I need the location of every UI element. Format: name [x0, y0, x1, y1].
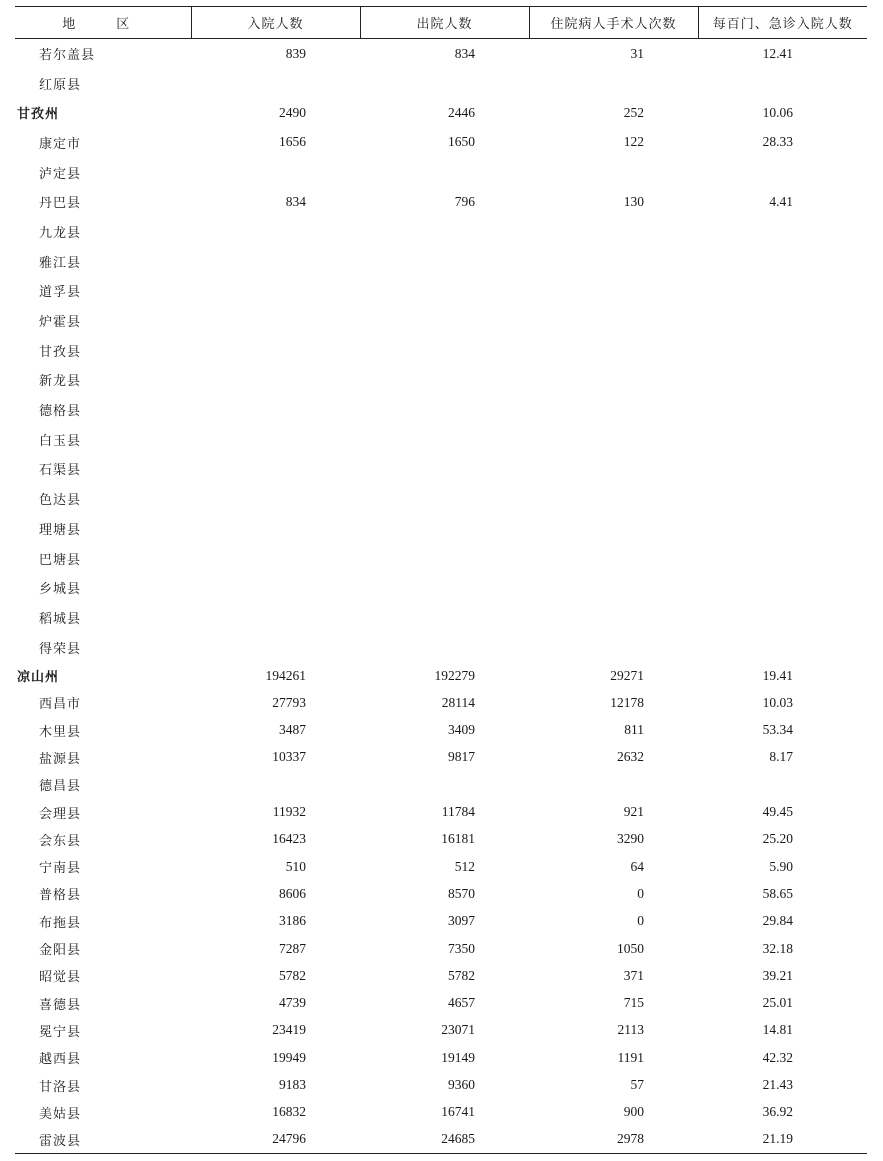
discharges-value	[360, 276, 529, 306]
admissions-per-hundred-value	[698, 395, 867, 425]
county-name: 九龙县	[39, 225, 82, 241]
surgeries-value	[529, 771, 698, 798]
county-name: 德昌县	[39, 779, 82, 795]
table-row	[15, 798, 867, 825]
table-row	[15, 990, 867, 1017]
table-row	[15, 543, 867, 573]
admissions-value	[191, 157, 360, 187]
discharges-value: 16181	[441, 831, 475, 847]
admissions-per-hundred-value: 8.17	[769, 749, 793, 765]
discharges-value	[360, 68, 529, 98]
discharges-value: 192279	[434, 667, 475, 683]
surgeries-value: 31	[630, 45, 644, 61]
surgeries-value: 29271	[610, 667, 644, 683]
discharges-value	[360, 365, 529, 395]
table-row	[15, 1071, 867, 1098]
discharges-value: 5782	[448, 967, 475, 983]
surgeries-value: 900	[623, 1104, 644, 1120]
admissions-value	[191, 365, 360, 395]
admissions-value: 4739	[279, 995, 306, 1011]
county-name: 甘孜县	[39, 344, 82, 360]
discharges-value: 1650	[448, 134, 475, 150]
admissions-per-hundred-value: 10.03	[762, 694, 793, 710]
table-row	[15, 573, 867, 603]
county-name: 雷波县	[15, 1126, 191, 1153]
admissions-value	[191, 573, 360, 603]
discharges-value: 16741	[441, 1104, 475, 1120]
discharges-value: 2446	[448, 104, 475, 120]
surgeries-value: 130	[623, 193, 644, 209]
surgeries-value: 64	[630, 858, 644, 874]
discharges-value	[360, 217, 529, 247]
surgeries-value	[529, 484, 698, 514]
surgeries-value	[529, 454, 698, 484]
discharges-value	[360, 246, 529, 276]
county-name: 西昌市	[39, 697, 82, 713]
admissions-per-hundred-value	[698, 771, 867, 798]
discharges-value	[360, 424, 529, 454]
county-name: 木里县	[39, 724, 82, 740]
admissions-value	[191, 424, 360, 454]
table-row	[15, 68, 867, 98]
admissions-value	[191, 217, 360, 247]
table-row	[15, 39, 867, 69]
discharges-value	[360, 603, 529, 633]
admissions-per-hundred-value: 49.45	[762, 804, 793, 820]
prefecture-name: 凉山州	[17, 670, 60, 686]
county-name: 巴塘县	[39, 552, 82, 568]
admissions-value	[191, 514, 360, 544]
county-name: 丹巴县	[39, 196, 82, 212]
admissions-value: 11932	[272, 804, 306, 820]
county-name: 泸定县	[39, 166, 82, 182]
table-row	[15, 880, 867, 907]
discharges-value	[360, 543, 529, 573]
county-name: 盐源县	[39, 751, 82, 767]
admissions-value: 19949	[272, 1049, 306, 1065]
discharges-value	[360, 632, 529, 662]
table-row	[15, 514, 867, 544]
discharges-value: 19149	[441, 1049, 475, 1065]
admissions-per-hundred-value: 19.41	[762, 667, 793, 683]
surgeries-value	[529, 573, 698, 603]
admissions-per-hundred-value	[698, 454, 867, 484]
surgeries-value	[529, 335, 698, 365]
surgeries-value	[529, 543, 698, 573]
admissions-value: 16832	[272, 1104, 306, 1120]
table-row	[15, 98, 867, 128]
discharges-value	[360, 157, 529, 187]
admissions-value	[191, 246, 360, 276]
discharges-value: 24685	[360, 1126, 529, 1153]
surgeries-value: 2113	[617, 1022, 644, 1038]
admissions-value	[191, 543, 360, 573]
county-name: 道孚县	[39, 285, 82, 301]
admissions-value	[191, 395, 360, 425]
county-name: 德格县	[39, 404, 82, 420]
discharges-value: 3097	[448, 913, 475, 929]
county-name: 炉霍县	[39, 315, 82, 331]
admissions-value: 3487	[279, 722, 306, 738]
county-name: 石渠县	[39, 463, 82, 479]
admissions-per-hundred-value	[698, 603, 867, 633]
admissions-per-hundred-value: 21.19	[698, 1126, 867, 1153]
discharges-value: 23071	[441, 1022, 475, 1038]
county-name: 新龙县	[39, 374, 82, 390]
admissions-value: 1656	[279, 134, 306, 150]
county-name: 会理县	[39, 806, 82, 822]
table-row	[15, 187, 867, 217]
county-name: 雅江县	[39, 255, 82, 271]
table-row	[15, 603, 867, 633]
header-surgeries: 住院病人手术人次数	[529, 7, 698, 39]
county-name: 康定市	[39, 136, 82, 152]
table-body	[15, 39, 867, 1154]
admissions-per-hundred-value	[698, 306, 867, 336]
admissions-per-hundred-value	[698, 424, 867, 454]
discharges-value	[360, 454, 529, 484]
admissions-per-hundred-value: 25.01	[762, 995, 793, 1011]
admissions-value	[191, 484, 360, 514]
table-row	[15, 276, 867, 306]
discharges-value: 11784	[441, 804, 475, 820]
discharges-value	[360, 771, 529, 798]
surgeries-value	[529, 514, 698, 544]
admissions-per-hundred-value: 36.92	[762, 1104, 793, 1120]
county-name: 喜德县	[39, 997, 82, 1013]
admissions-per-hundred-value	[698, 543, 867, 573]
admissions-value	[191, 632, 360, 662]
surgeries-value	[529, 246, 698, 276]
surgeries-value: 2632	[617, 749, 644, 765]
admissions-per-hundred-value: 42.32	[762, 1049, 793, 1065]
admissions-per-hundred-value: 14.81	[762, 1022, 793, 1038]
admissions-value	[191, 306, 360, 336]
table-header-row	[15, 7, 867, 39]
admissions-value	[191, 771, 360, 798]
admissions-value: 27793	[272, 694, 306, 710]
admissions-value: 10337	[272, 749, 306, 765]
surgeries-value: 1050	[617, 940, 644, 956]
table-row	[15, 908, 867, 935]
header-admissions-per-hundred: 每百门、急诊入院人数	[698, 7, 867, 39]
admissions-value: 194261	[265, 667, 306, 683]
county-name: 色达县	[39, 493, 82, 509]
table-row	[15, 935, 867, 962]
table-row	[15, 424, 867, 454]
county-name: 普格县	[39, 888, 82, 904]
surgeries-value	[529, 306, 698, 336]
county-name: 美姑县	[39, 1106, 82, 1122]
admissions-value: 16423	[272, 831, 306, 847]
discharges-value: 3409	[448, 722, 475, 738]
table-row	[15, 1099, 867, 1126]
surgeries-value: 2978	[529, 1126, 698, 1153]
admissions-per-hundred-value: 29.84	[762, 913, 793, 929]
admissions-value	[191, 335, 360, 365]
table-row	[15, 365, 867, 395]
admissions-per-hundred-value	[698, 484, 867, 514]
admissions-per-hundred-value	[698, 217, 867, 247]
county-name: 金阳县	[39, 943, 82, 959]
surgeries-value: 57	[630, 1077, 644, 1093]
admissions-per-hundred-value	[698, 514, 867, 544]
discharges-value: 796	[454, 193, 475, 209]
table-row	[15, 962, 867, 989]
admissions-per-hundred-value	[698, 276, 867, 306]
admissions-per-hundred-value	[698, 157, 867, 187]
table-row	[15, 335, 867, 365]
county-name: 稻城县	[39, 611, 82, 627]
header-discharges: 出院人数	[360, 7, 529, 39]
table-row	[15, 632, 867, 662]
table-row	[15, 662, 867, 689]
discharges-value: 9360	[448, 1077, 475, 1093]
table-row	[15, 853, 867, 880]
county-name: 甘洛县	[39, 1079, 82, 1095]
admissions-per-hundred-value	[698, 335, 867, 365]
admissions-per-hundred-value	[698, 68, 867, 98]
discharges-value: 834	[454, 45, 475, 61]
surgeries-value	[529, 276, 698, 306]
admissions-per-hundred-value: 25.20	[762, 831, 793, 847]
surgeries-value: 921	[623, 804, 644, 820]
county-name: 红原县	[39, 77, 82, 93]
admissions-per-hundred-value: 32.18	[762, 940, 793, 956]
discharges-value	[360, 306, 529, 336]
discharges-value: 4657	[448, 995, 475, 1011]
admissions-per-hundred-value: 12.41	[762, 45, 793, 61]
discharges-value	[360, 395, 529, 425]
surgeries-value: 1191	[617, 1049, 644, 1065]
table-row	[15, 246, 867, 276]
discharges-value: 9817	[448, 749, 475, 765]
surgeries-value: 122	[623, 134, 644, 150]
discharges-value	[360, 484, 529, 514]
surgeries-value: 0	[637, 913, 644, 929]
surgeries-value: 0	[637, 885, 644, 901]
admissions-value: 839	[285, 45, 306, 61]
table-row	[15, 1017, 867, 1044]
admissions-value	[191, 603, 360, 633]
admissions-value	[191, 276, 360, 306]
admissions-per-hundred-value: 21.43	[762, 1077, 793, 1093]
admissions-per-hundred-value: 28.33	[762, 134, 793, 150]
table-row	[15, 128, 867, 158]
county-name: 乡城县	[39, 582, 82, 598]
admissions-per-hundred-value	[698, 246, 867, 276]
county-name: 理塘县	[39, 522, 82, 538]
admissions-value: 8606	[279, 885, 306, 901]
surgeries-value	[529, 395, 698, 425]
discharges-value	[360, 514, 529, 544]
surgeries-value: 3290	[617, 831, 644, 847]
county-name: 得荣县	[39, 641, 82, 657]
statistics-table-page	[15, 6, 867, 1154]
table-row	[15, 771, 867, 798]
discharges-value	[360, 573, 529, 603]
surgeries-value	[529, 68, 698, 98]
admissions-value: 7287	[279, 940, 306, 956]
table-row	[15, 1126, 867, 1153]
discharges-value: 7350	[448, 940, 475, 956]
county-name: 布拖县	[39, 915, 82, 931]
hospital-admissions-table	[15, 6, 867, 1154]
prefecture-name: 甘孜州	[17, 107, 60, 123]
county-name: 越西县	[39, 1052, 82, 1068]
surgeries-value	[529, 632, 698, 662]
table-row	[15, 157, 867, 187]
header-admissions: 入院人数	[191, 7, 360, 39]
discharges-value: 512	[454, 858, 475, 874]
admissions-per-hundred-value: 5.90	[769, 858, 793, 874]
table-row	[15, 1044, 867, 1071]
admissions-per-hundred-value: 4.41	[769, 193, 793, 209]
admissions-value: 510	[285, 858, 306, 874]
table-row	[15, 826, 867, 853]
admissions-per-hundred-value: 10.06	[762, 104, 793, 120]
surgeries-value	[529, 603, 698, 633]
surgeries-value: 715	[623, 995, 644, 1011]
admissions-value: 23419	[272, 1022, 306, 1038]
admissions-value	[191, 68, 360, 98]
county-name: 冕宁县	[39, 1024, 82, 1040]
admissions-value: 5782	[279, 967, 306, 983]
discharges-value: 28114	[441, 694, 475, 710]
surgeries-value	[529, 217, 698, 247]
admissions-per-hundred-value	[698, 632, 867, 662]
surgeries-value	[529, 365, 698, 395]
admissions-value: 24796	[191, 1126, 360, 1153]
header-region: 地 区	[15, 7, 191, 39]
table-row	[15, 395, 867, 425]
county-name: 白玉县	[39, 433, 82, 449]
admissions-per-hundred-value: 39.21	[762, 967, 793, 983]
surgeries-value: 12178	[610, 694, 644, 710]
county-name: 昭觉县	[39, 970, 82, 986]
surgeries-value: 811	[624, 722, 644, 738]
county-name: 若尔盖县	[39, 48, 96, 64]
table-row	[15, 689, 867, 716]
table-row	[15, 454, 867, 484]
admissions-per-hundred-value: 53.34	[762, 722, 793, 738]
surgeries-value	[529, 424, 698, 454]
admissions-value	[191, 454, 360, 484]
admissions-value: 9183	[279, 1077, 306, 1093]
county-name: 会东县	[39, 833, 82, 849]
surgeries-value: 371	[623, 967, 644, 983]
table-row	[15, 717, 867, 744]
discharges-value: 8570	[448, 885, 475, 901]
surgeries-value: 252	[623, 104, 644, 120]
table-row	[15, 217, 867, 247]
admissions-per-hundred-value: 58.65	[762, 885, 793, 901]
admissions-value: 834	[285, 193, 306, 209]
table-row	[15, 306, 867, 336]
admissions-per-hundred-value	[698, 365, 867, 395]
admissions-value: 3186	[279, 913, 306, 929]
admissions-value: 2490	[279, 104, 306, 120]
table-row	[15, 744, 867, 771]
admissions-per-hundred-value	[698, 573, 867, 603]
surgeries-value	[529, 157, 698, 187]
table-row	[15, 484, 867, 514]
county-name: 宁南县	[39, 861, 82, 877]
discharges-value	[360, 335, 529, 365]
